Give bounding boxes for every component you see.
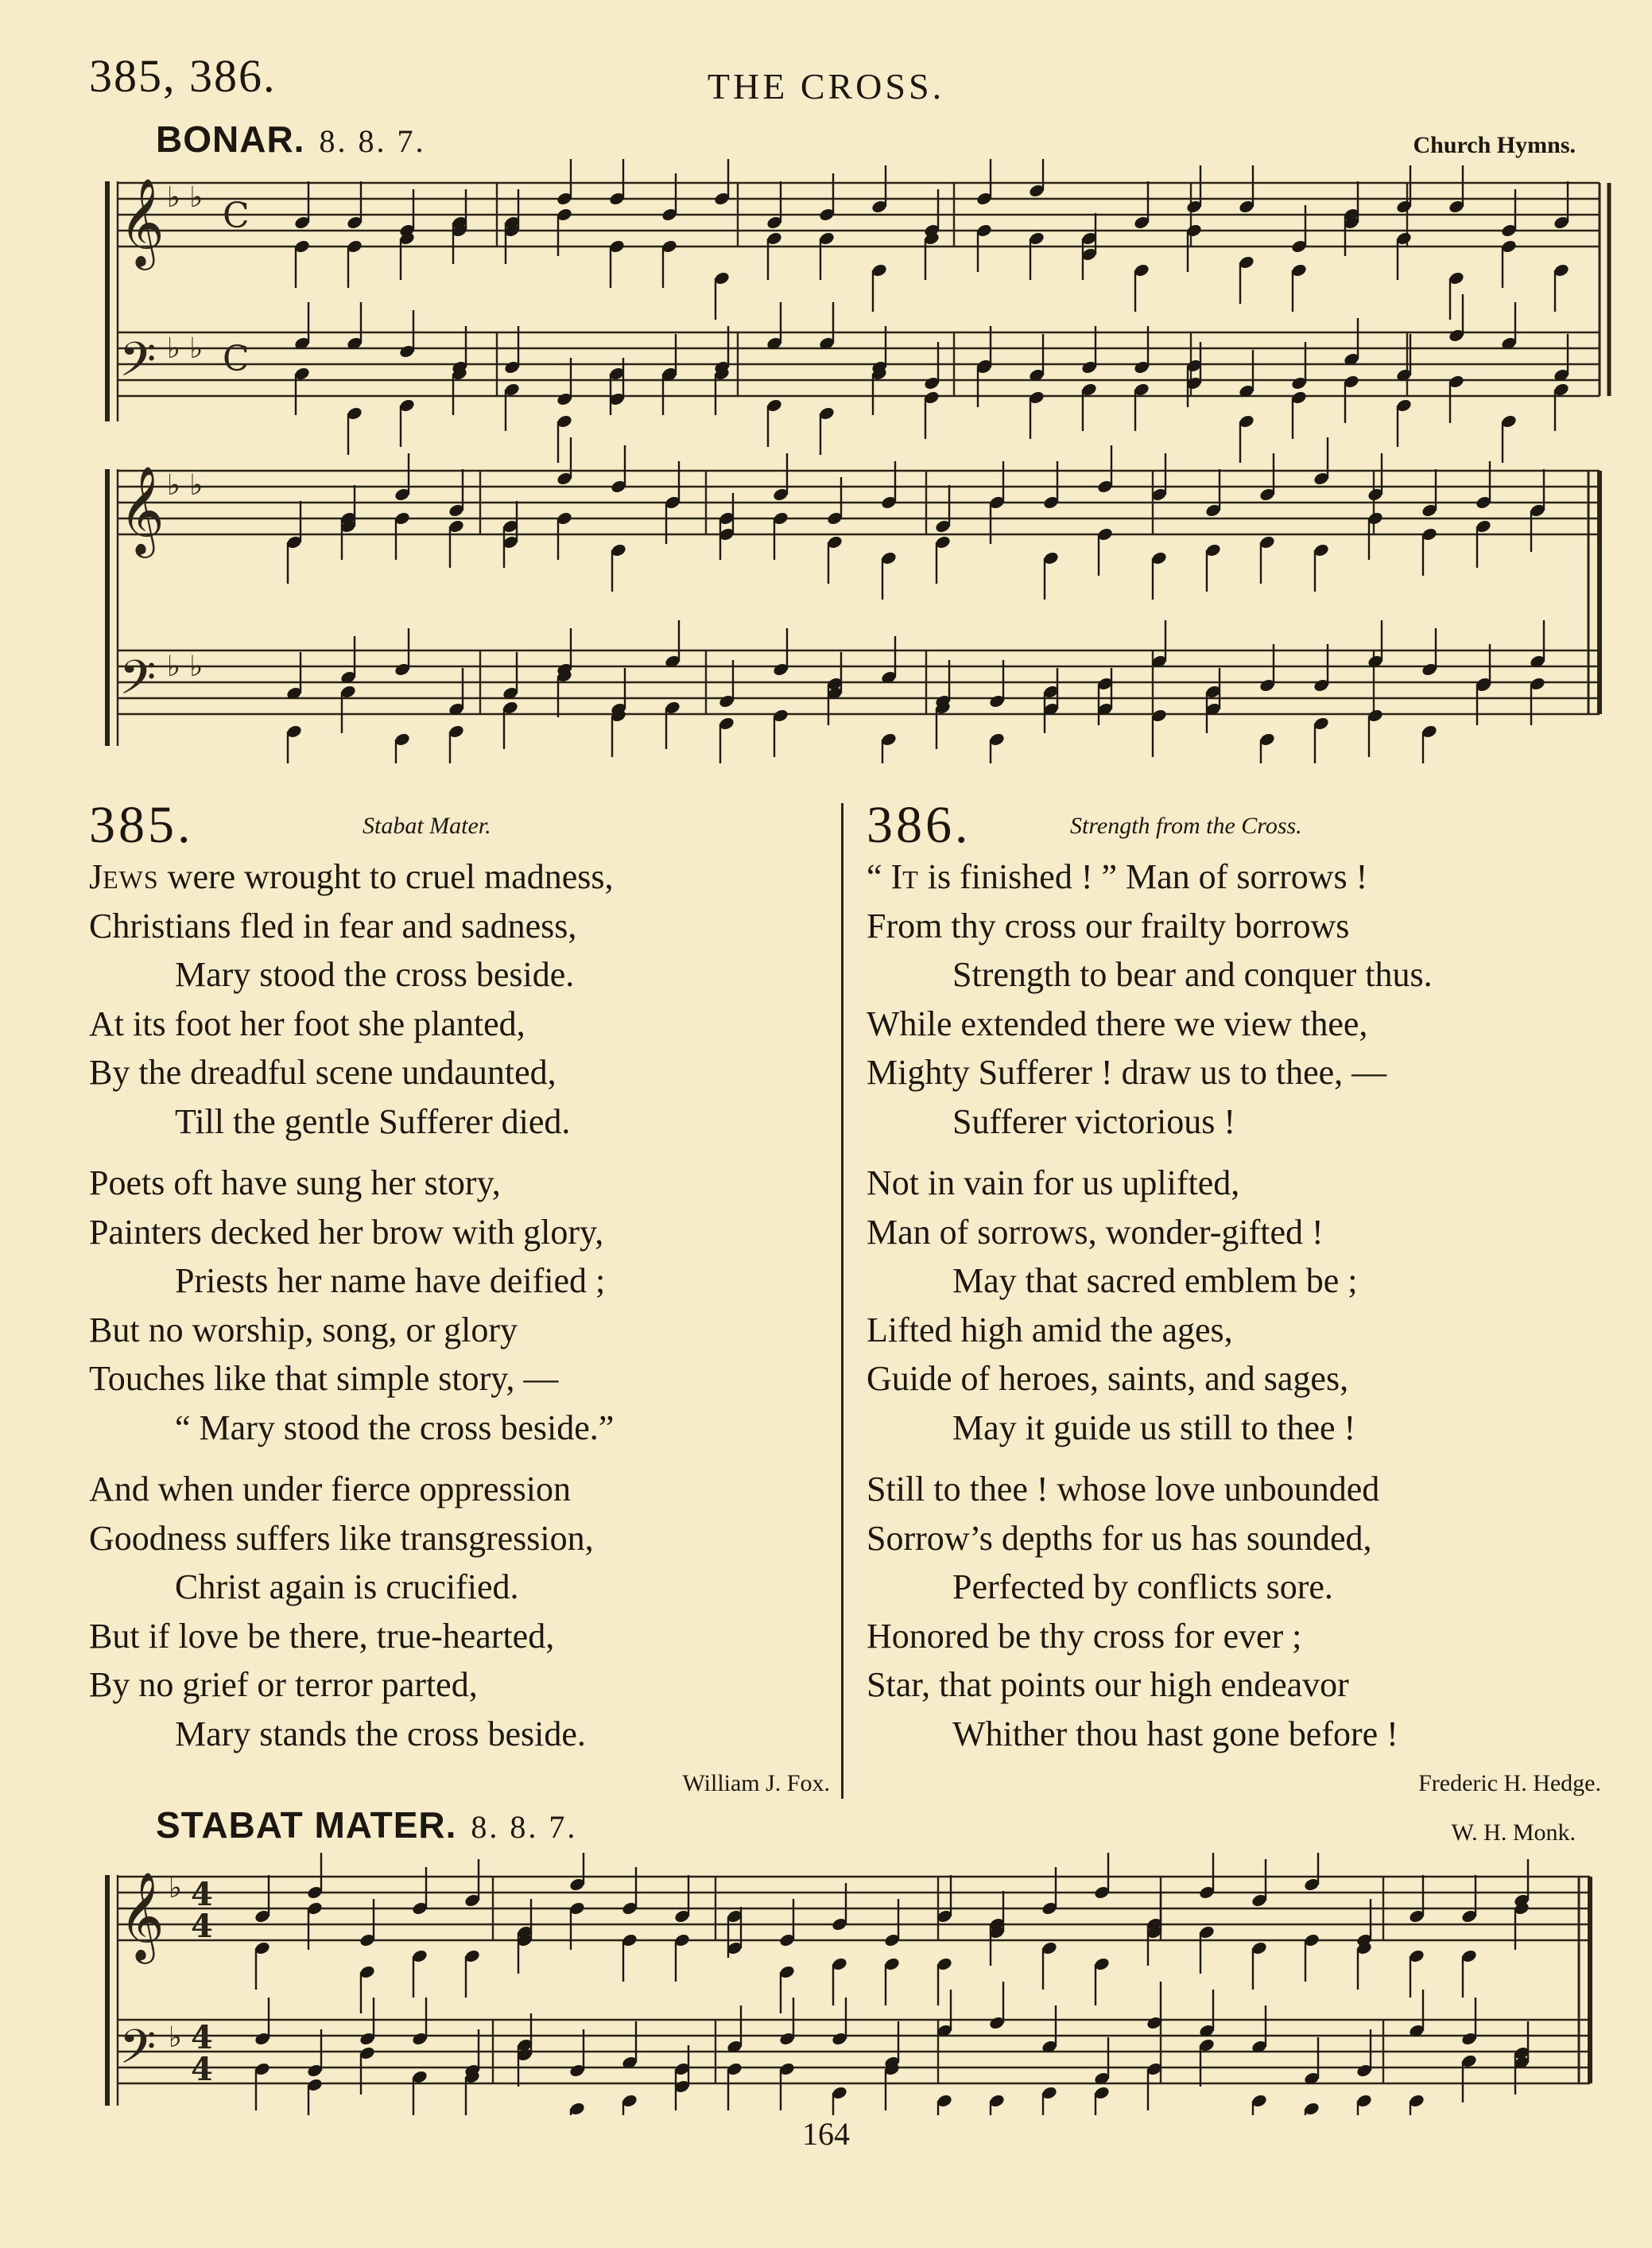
verse-line: Till the gentle Sufferer died. [175, 1101, 571, 1141]
tune-composer: W. H. Monk. [1451, 1819, 1576, 1846]
verse-line: May that sacred emblem be ; [952, 1261, 1358, 1300]
barlines [480, 183, 1407, 714]
page-hymn-numbers: 385, 386. [89, 50, 277, 102]
verse-line: Not in vain for us uplifted, [867, 1163, 1240, 1202]
svg-text:♭: ♭ [169, 1872, 182, 1904]
tune-name: BONAR. [156, 118, 305, 160]
tune-heading-bonar [156, 118, 425, 161]
svg-text:♭ ♭: ♭ ♭ [167, 650, 204, 683]
verse-line: Sufferer victorious ! [952, 1101, 1235, 1141]
tune-source: Church Hymns. [1413, 132, 1576, 158]
svg-text:𝄢: 𝄢 [119, 650, 157, 716]
verse-line: Mighty Sufferer ! draw us to thee, — [867, 1053, 1387, 1092]
verse-line: Painters decked her brow with glory, [89, 1212, 604, 1252]
tune-meter: 8. 8. 7. [471, 1809, 578, 1845]
verse-line: By the dreadful scene undaunted, [89, 1053, 556, 1092]
svg-text:𝄢: 𝄢 [119, 2019, 157, 2086]
svg-text:♭ ♭: ♭ ♭ [167, 469, 204, 502]
hymn-385-subtitle: Stabat Mater. [363, 813, 491, 839]
hymn-385-author: William J. Fox. [682, 1770, 830, 1796]
verse-line: Guide of heroes, saints, and sages, [867, 1359, 1349, 1398]
page-number: 164 [802, 2116, 850, 2152]
verse-line: Whither thou hast gone before ! [952, 1714, 1398, 1753]
svg-text:4: 4 [191, 2019, 213, 2056]
svg-text:𝄞: 𝄞 [119, 1871, 165, 1960]
verse-line: Perfected by conflicts sore. [952, 1567, 1333, 1606]
svg-text:4: 4 [191, 1876, 213, 1913]
svg-text:𝄞: 𝄞 [119, 465, 165, 554]
tune-heading-stabat-mater [156, 1803, 577, 1846]
page-title: THE CROSS. [707, 66, 945, 107]
hymn-385-text [89, 852, 836, 1758]
verse-line: Strength to bear and conquer thus. [952, 955, 1433, 994]
clefs-and-signatures [119, 1871, 213, 2088]
verse-line: By no grief or terror parted, [89, 1665, 478, 1704]
verse-line: Goodness suffers like transgression, [89, 1518, 594, 1558]
svg-text:C: C [223, 339, 250, 379]
verse-line: May it guide us still to thee ! [952, 1407, 1356, 1447]
verse-line: Lifted high amid the ages, [867, 1310, 1233, 1349]
hymn-385-first-line: JEWS were wrought to cruel madness, [89, 857, 614, 896]
svg-text:♭ ♭: ♭ ♭ [167, 332, 204, 365]
system-2 [107, 469, 1600, 746]
svg-text:𝄢: 𝄢 [119, 332, 157, 398]
verse-line: While extended there we view thee, [867, 1004, 1368, 1043]
verse-line: Star, that points our high endeavor [867, 1665, 1349, 1704]
hymn-386-first-line: “ IT is finished ! ” Man of sorrows ! [867, 857, 1368, 896]
verse-line: Poets oft have sung her story, [89, 1163, 501, 1202]
svg-text:C: C [223, 196, 250, 236]
hymn-386-subtitle: Strength from the Cross. [1070, 813, 1302, 839]
svg-text:♭: ♭ [169, 2021, 182, 2054]
verse-line: And when under fierce oppression [89, 1470, 572, 1508]
verse-line: Man of sorrows, wonder-gifted ! [867, 1212, 1324, 1252]
verse-line: But if love be there, true-hearted, [89, 1616, 555, 1656]
column-divider [841, 803, 843, 1799]
hymn-386-text [867, 852, 1630, 1758]
clefs-and-signatures [119, 177, 250, 716]
tune-name: STABAT MATER. [156, 1804, 457, 1846]
verse-line: “ Mary stood the cross beside.” [175, 1407, 615, 1447]
verse-line: Still to thee ! whose love unbounded [867, 1470, 1380, 1508]
verse-line: Christians fled in fear and sadness, [89, 906, 577, 945]
verse-line: Sorrow’s depths for us has sounded, [867, 1518, 1372, 1558]
verse-line: Honored be thy cross for ever ; [867, 1616, 1302, 1656]
svg-text:𝄞: 𝄞 [119, 177, 165, 266]
system-1 [107, 181, 1609, 421]
music-score-bonar [0, 159, 1652, 763]
verse-line: Mary stood the cross beside. [175, 955, 575, 994]
svg-text:4: 4 [191, 2051, 213, 2088]
music-score-stabat-mater [0, 1853, 1652, 2115]
hymn-385-number: 385. [89, 796, 194, 854]
svg-text:4: 4 [191, 1908, 213, 1945]
verse-line: From thy cross our frailty borrows [867, 906, 1350, 945]
verse-line: But no worship, song, or glory [89, 1310, 518, 1349]
svg-text:♭ ♭: ♭ ♭ [167, 181, 204, 214]
verse-line: Touches like that simple story, — [89, 1359, 559, 1398]
tune-meter: 8. 8. 7. [319, 123, 426, 159]
verse-line: Christ again is crucified. [175, 1567, 519, 1606]
verse-line: Mary stands the cross beside. [175, 1714, 586, 1753]
note-heads [285, 159, 1570, 763]
hymn-386-author: Frederic H. Hedge. [1418, 1770, 1601, 1796]
hymn-386-number: 386. [867, 796, 971, 854]
verse-line: At its foot her foot she planted, [89, 1004, 525, 1043]
verse-line: Priests her name have deified ; [175, 1261, 606, 1300]
